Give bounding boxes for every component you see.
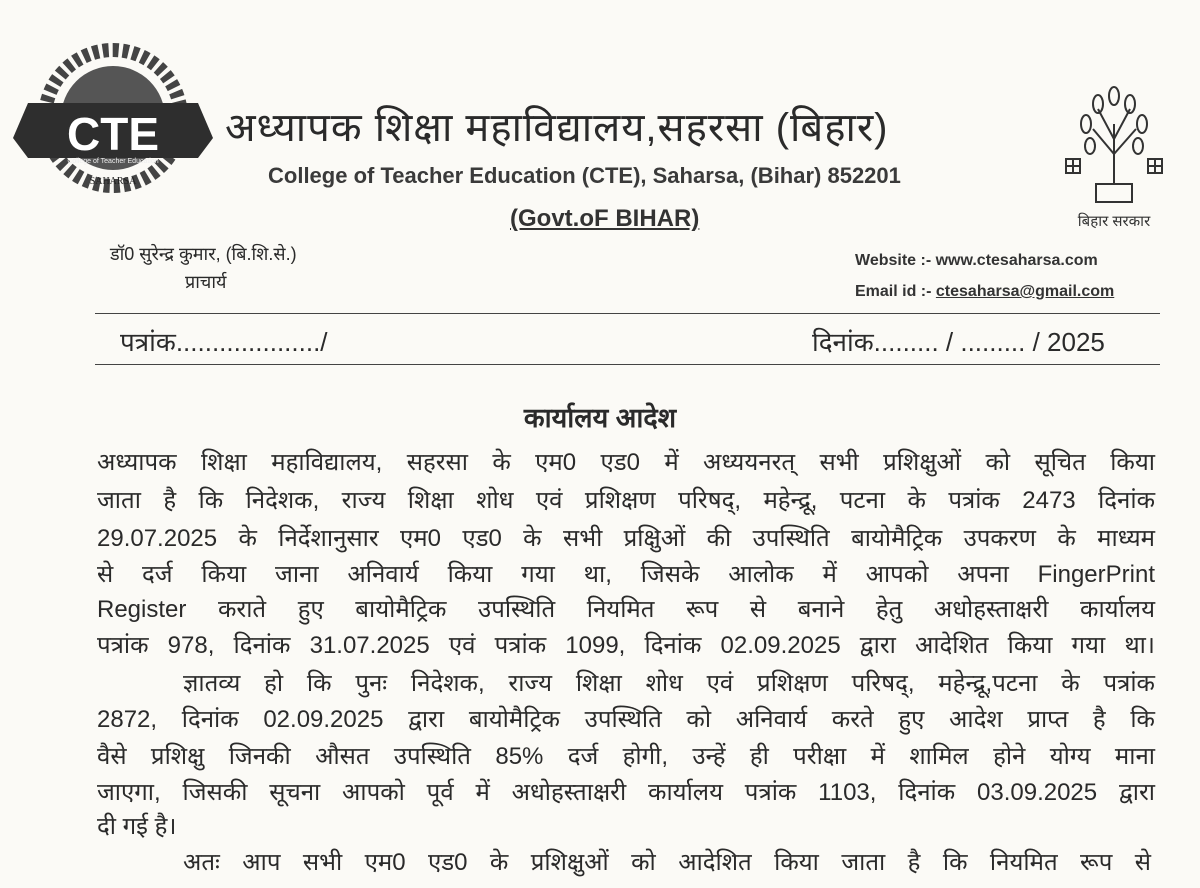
body-line: जाएगा, जिसकी सूचना आपको पूर्व में अधोहस्ताक्षरी कार्यालय पत्रांक 1103, दिनांक 03.09.2025 द्वारा: [97, 779, 1155, 806]
svg-text:CTE: CTE: [67, 108, 159, 160]
college-title-hindi: अध्यापक शिक्षा महाविद्यालय,सहरसा (बिहार): [225, 106, 889, 150]
body-line: वैसे प्रशिक्षु जिनकी औसत उपस्थिति 85% दर्ज होगी, उन्हें ही परीक्षा में शामिल होने योग्य माना: [97, 743, 1155, 770]
principal-role: प्राचार्य: [185, 272, 227, 292]
body-line: पत्रांक 978, दिनांक 31.07.2025 एवं पत्रांक 1099, दिनांक 02.09.2025 द्वारा आदेशित किया गया था।: [97, 632, 1155, 659]
order-heading: कार्यालय आदेश: [523, 403, 677, 433]
website-link[interactable]: www.ctesaharsa.com: [935, 252, 1098, 269]
website-line: [855, 252, 1098, 270]
body-line: दी गई है।: [97, 813, 177, 840]
body-line: अध्यापक शिक्षा महाविद्यालय, सहरसा के एम0 एड0 में अध्ययनरत् सभी प्रशिक्षुओं को सूचित किया: [97, 449, 1155, 476]
cte-college-logo: [8, 38, 218, 198]
principal-name: डॉ0 सुरेन्द्र कुमार, (बि.शि.से.): [110, 244, 297, 264]
reference-number: पत्रांक..................../: [120, 327, 328, 357]
header-divider: [95, 313, 1160, 314]
email-label: Email id :-: [855, 283, 932, 300]
body-line: अतः आप सभी एम0 एड0 के प्रशिक्षुओं को आदेशित किया जाता है कि नियमित रूप से: [183, 849, 1151, 876]
body-line: 2872, दिनांक 02.09.2025 द्वारा बायोमैट्रिक उपस्थिति को अनिवार्य करते हुए आदेश प्राप्त है कि: [97, 706, 1155, 733]
svg-text:SAHARSA: SAHARSA: [89, 176, 137, 187]
email-line: [855, 283, 1114, 301]
emblem-caption: बिहार सरकार: [1077, 213, 1151, 230]
body-line: से दर्ज किया जाना अनिवार्य किया गया था, जिसके आलोक में आपको अपना FingerPrint: [97, 561, 1155, 588]
website-label: Website :-: [855, 252, 932, 269]
body-line: Register कराते हुए बायोमैट्रिक उपस्थिति नियमित रूप से बनाने हेतु अधोहस्ताक्षरी कार्यालय: [97, 596, 1155, 623]
date-field: दिनांक......... / ......... / 2025: [812, 327, 1105, 357]
bihar-government-emblem: [1058, 84, 1170, 234]
college-title-english: College of Teacher Education (CTE), Saharsa, (Bihar) 852201: [268, 163, 901, 188]
svg-text:College of Teacher Education: College of Teacher Education: [67, 158, 159, 165]
govt-label: (Govt.oF BIHAR): [510, 205, 700, 232]
body-line: जाता है कि निदेशक, राज्य शिक्षा शोध एवं प्रशिक्षण परिषद्, महेन्द्रू, पटना के पत्रांक 2473 दिनांक: [97, 487, 1155, 514]
header-divider-bottom: [95, 364, 1160, 365]
body-line: ज्ञातव्य हो कि पुनः निदेशक, राज्य शिक्षा शोध एवं प्रशिक्षण परिषद्, महेन्द्रू,पटना के पत्रांक: [183, 670, 1155, 697]
body-line: 29.07.2025 के निर्देशानुसार एम0 एड0 के सभी प्रक्षिुओं की उपस्थिति बायोमैट्रिक उपकरण के माध्यम: [97, 525, 1155, 552]
email-link[interactable]: ctesaharsa@gmail.com: [935, 283, 1115, 300]
